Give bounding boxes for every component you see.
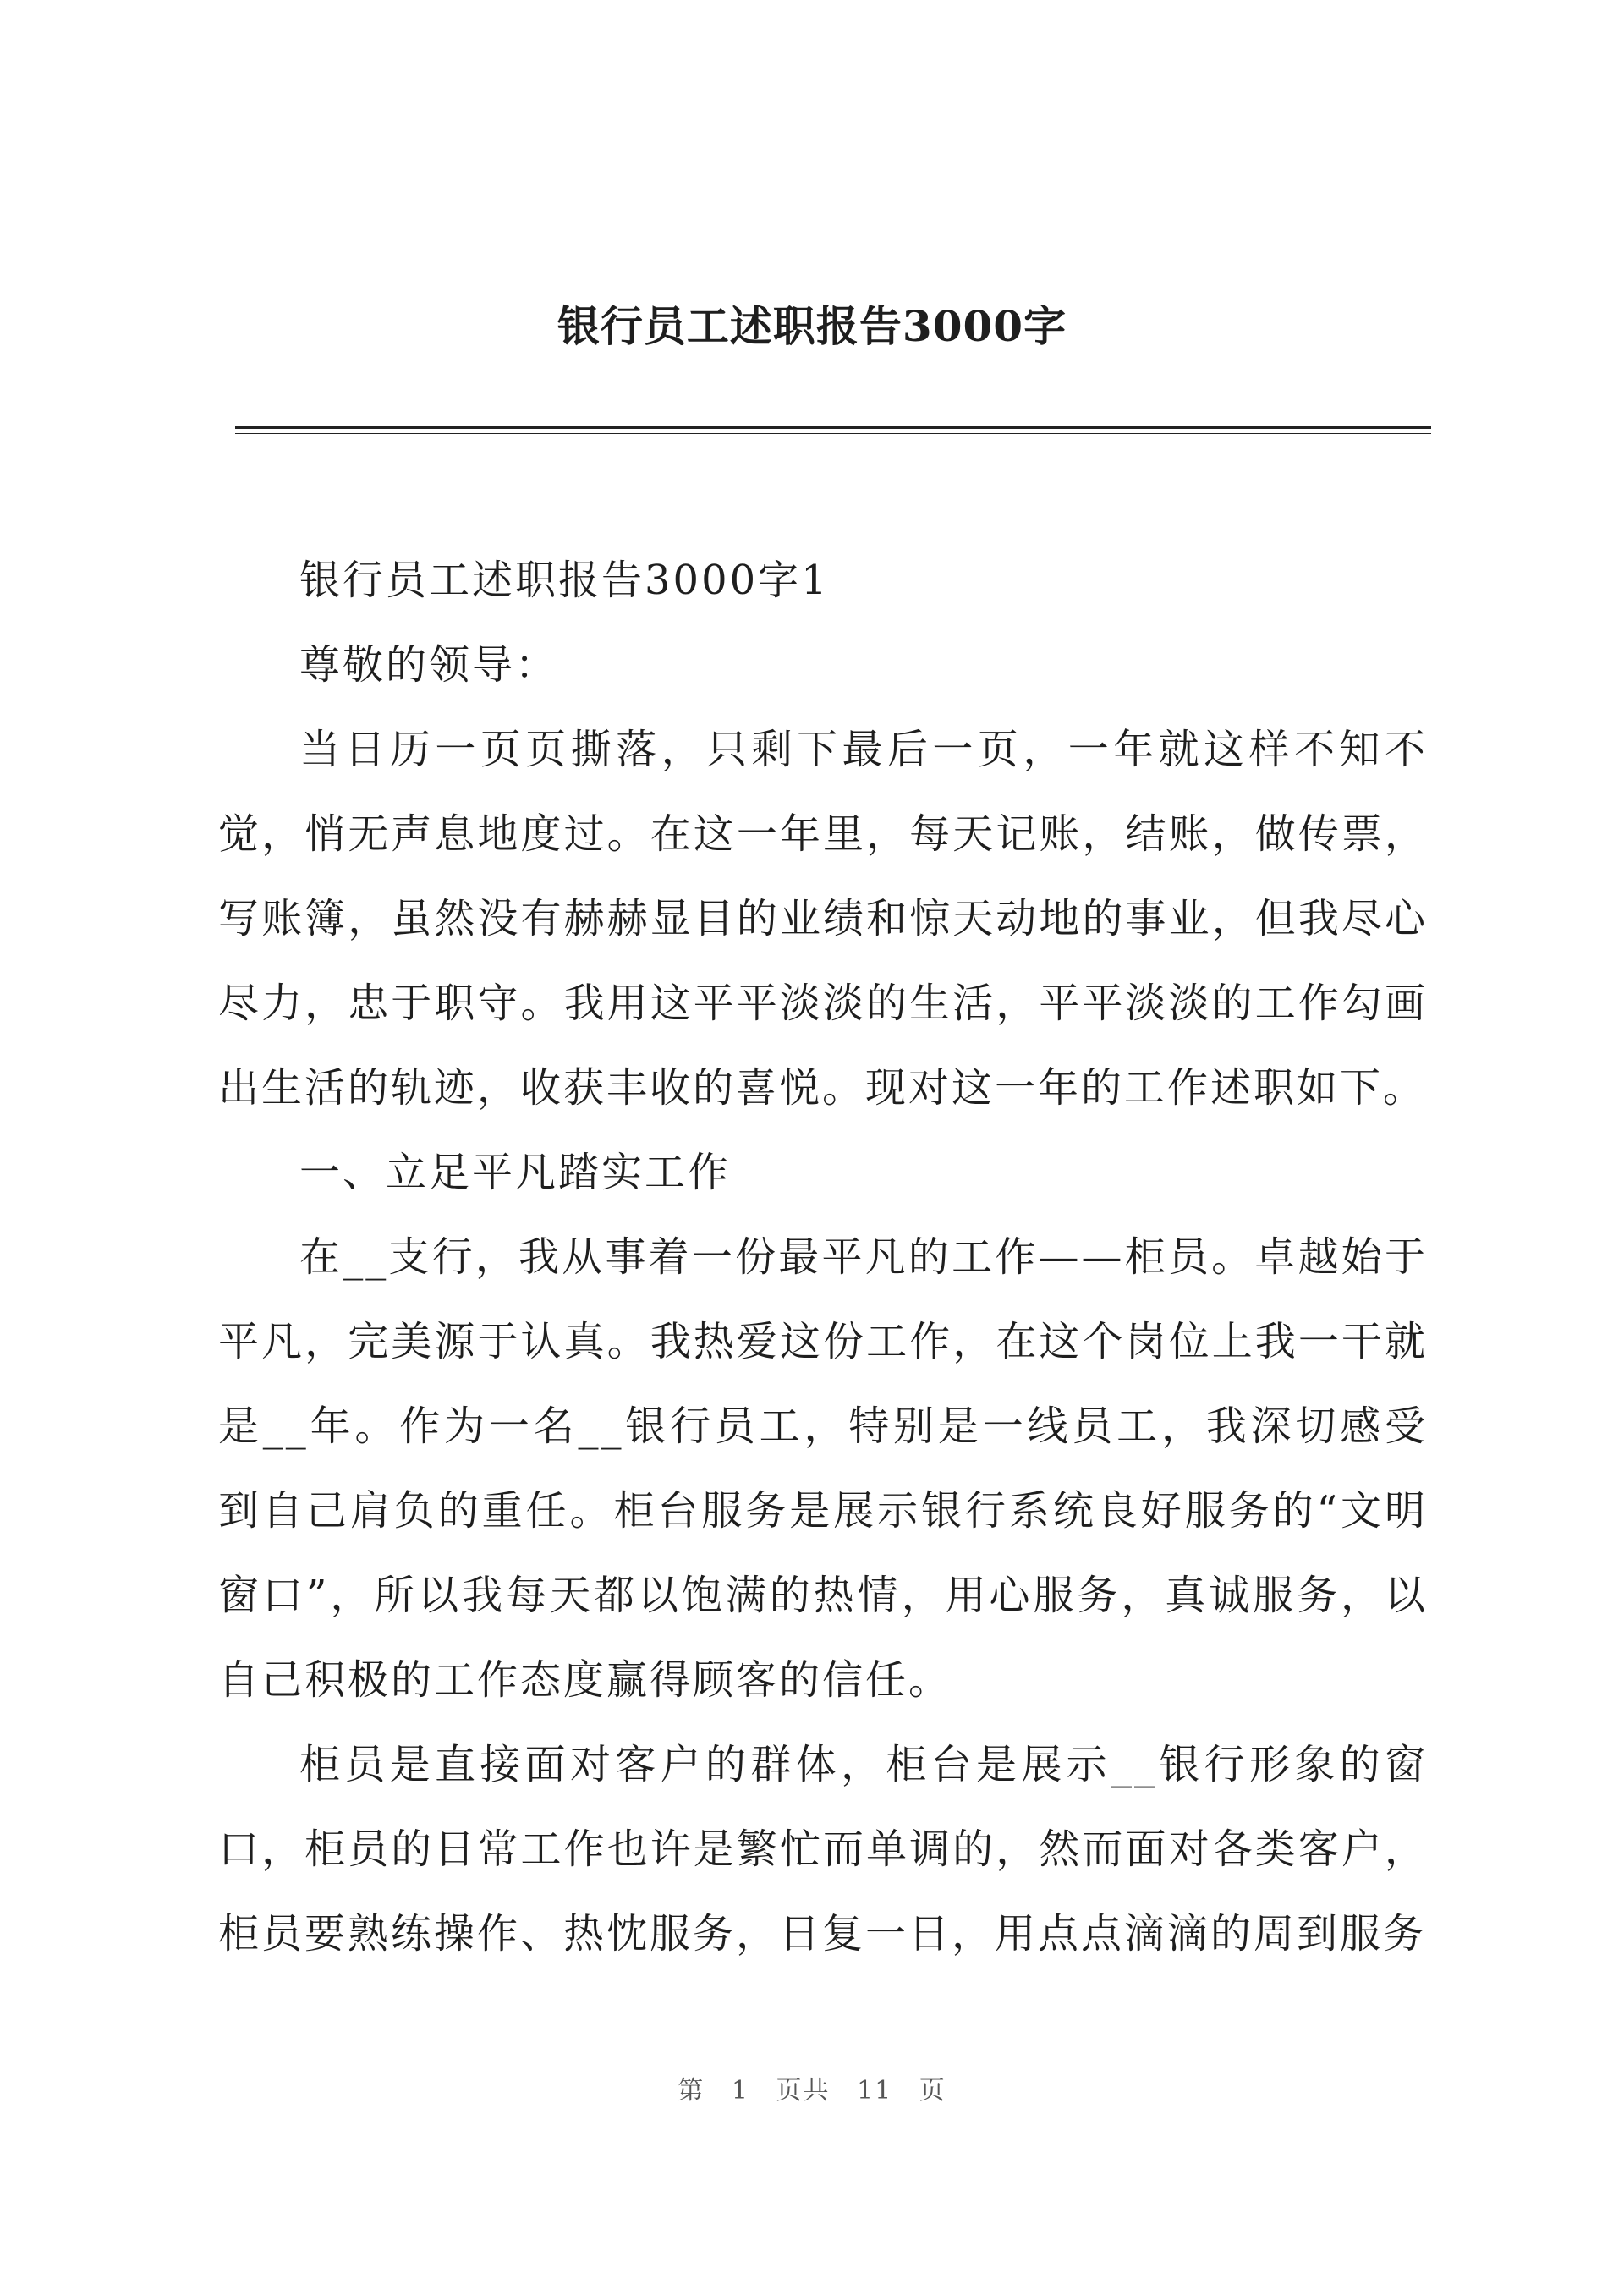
footer-middle: 页共 <box>776 2076 831 2106</box>
paragraph: 当日历一页页撕落，只剩下最后一页，一年就这样不知不觉，悄无声息地度过。在这一年里，每天记账，结账，做传票，写账簿，虽然没有赫赫显目的业绩和惊天动地的事业，但我尽心尽力，忠于职守。我用这平平淡淡的生活，平平淡淡的工作勾画出生活的轨迹，收获丰收的喜悦。现对这一年的工作述职如下。 <box>218 726 1428 1112</box>
paragraph: 柜员是直接面对客户的群体，柜台是展示__银行形象的窗口，柜员的日常工作也许是繁忙而单调的，然而面对各类客户，柜员要熟练操作、热忱服务，日复一日，用点点滴滴的周到服务 <box>218 1741 1428 1957</box>
page-number-footer <box>0 2066 1624 2117</box>
title-divider-thick <box>235 426 1431 429</box>
paragraph: 在__支行，我从事着一份最平凡的工作——柜员。卓越始于平凡，完美源于认真。我热爱这份工作，在这个岗位上我一干就是__年。作为一名__银行员工，特别是一线员工，我深切感受到自己肩负的重任。柜台服务是展示银行系统良好服务的“文明窗口”，所以我每天都以饱满的热情，用心服务，真诚服务，以自己积极的工作态度赢得顾客的信任。 <box>218 1233 1428 1704</box>
salutation: 尊敬的领导： <box>299 641 559 689</box>
subsection-heading: 一、立足平凡踏实工作 <box>299 1149 732 1196</box>
footer-total-pages: 11 <box>857 2076 893 2106</box>
document-body <box>218 538 1428 1976</box>
title-divider-thin <box>235 433 1431 434</box>
footer-prefix: 第 <box>678 2076 705 2106</box>
footer-suffix: 页 <box>919 2076 946 2106</box>
footer-current-page: 1 <box>731 2076 749 2106</box>
document-title: 银行员工述职报告3000字 <box>557 301 1067 351</box>
section-heading: 银行员工述职报告3000字1 <box>299 557 830 604</box>
